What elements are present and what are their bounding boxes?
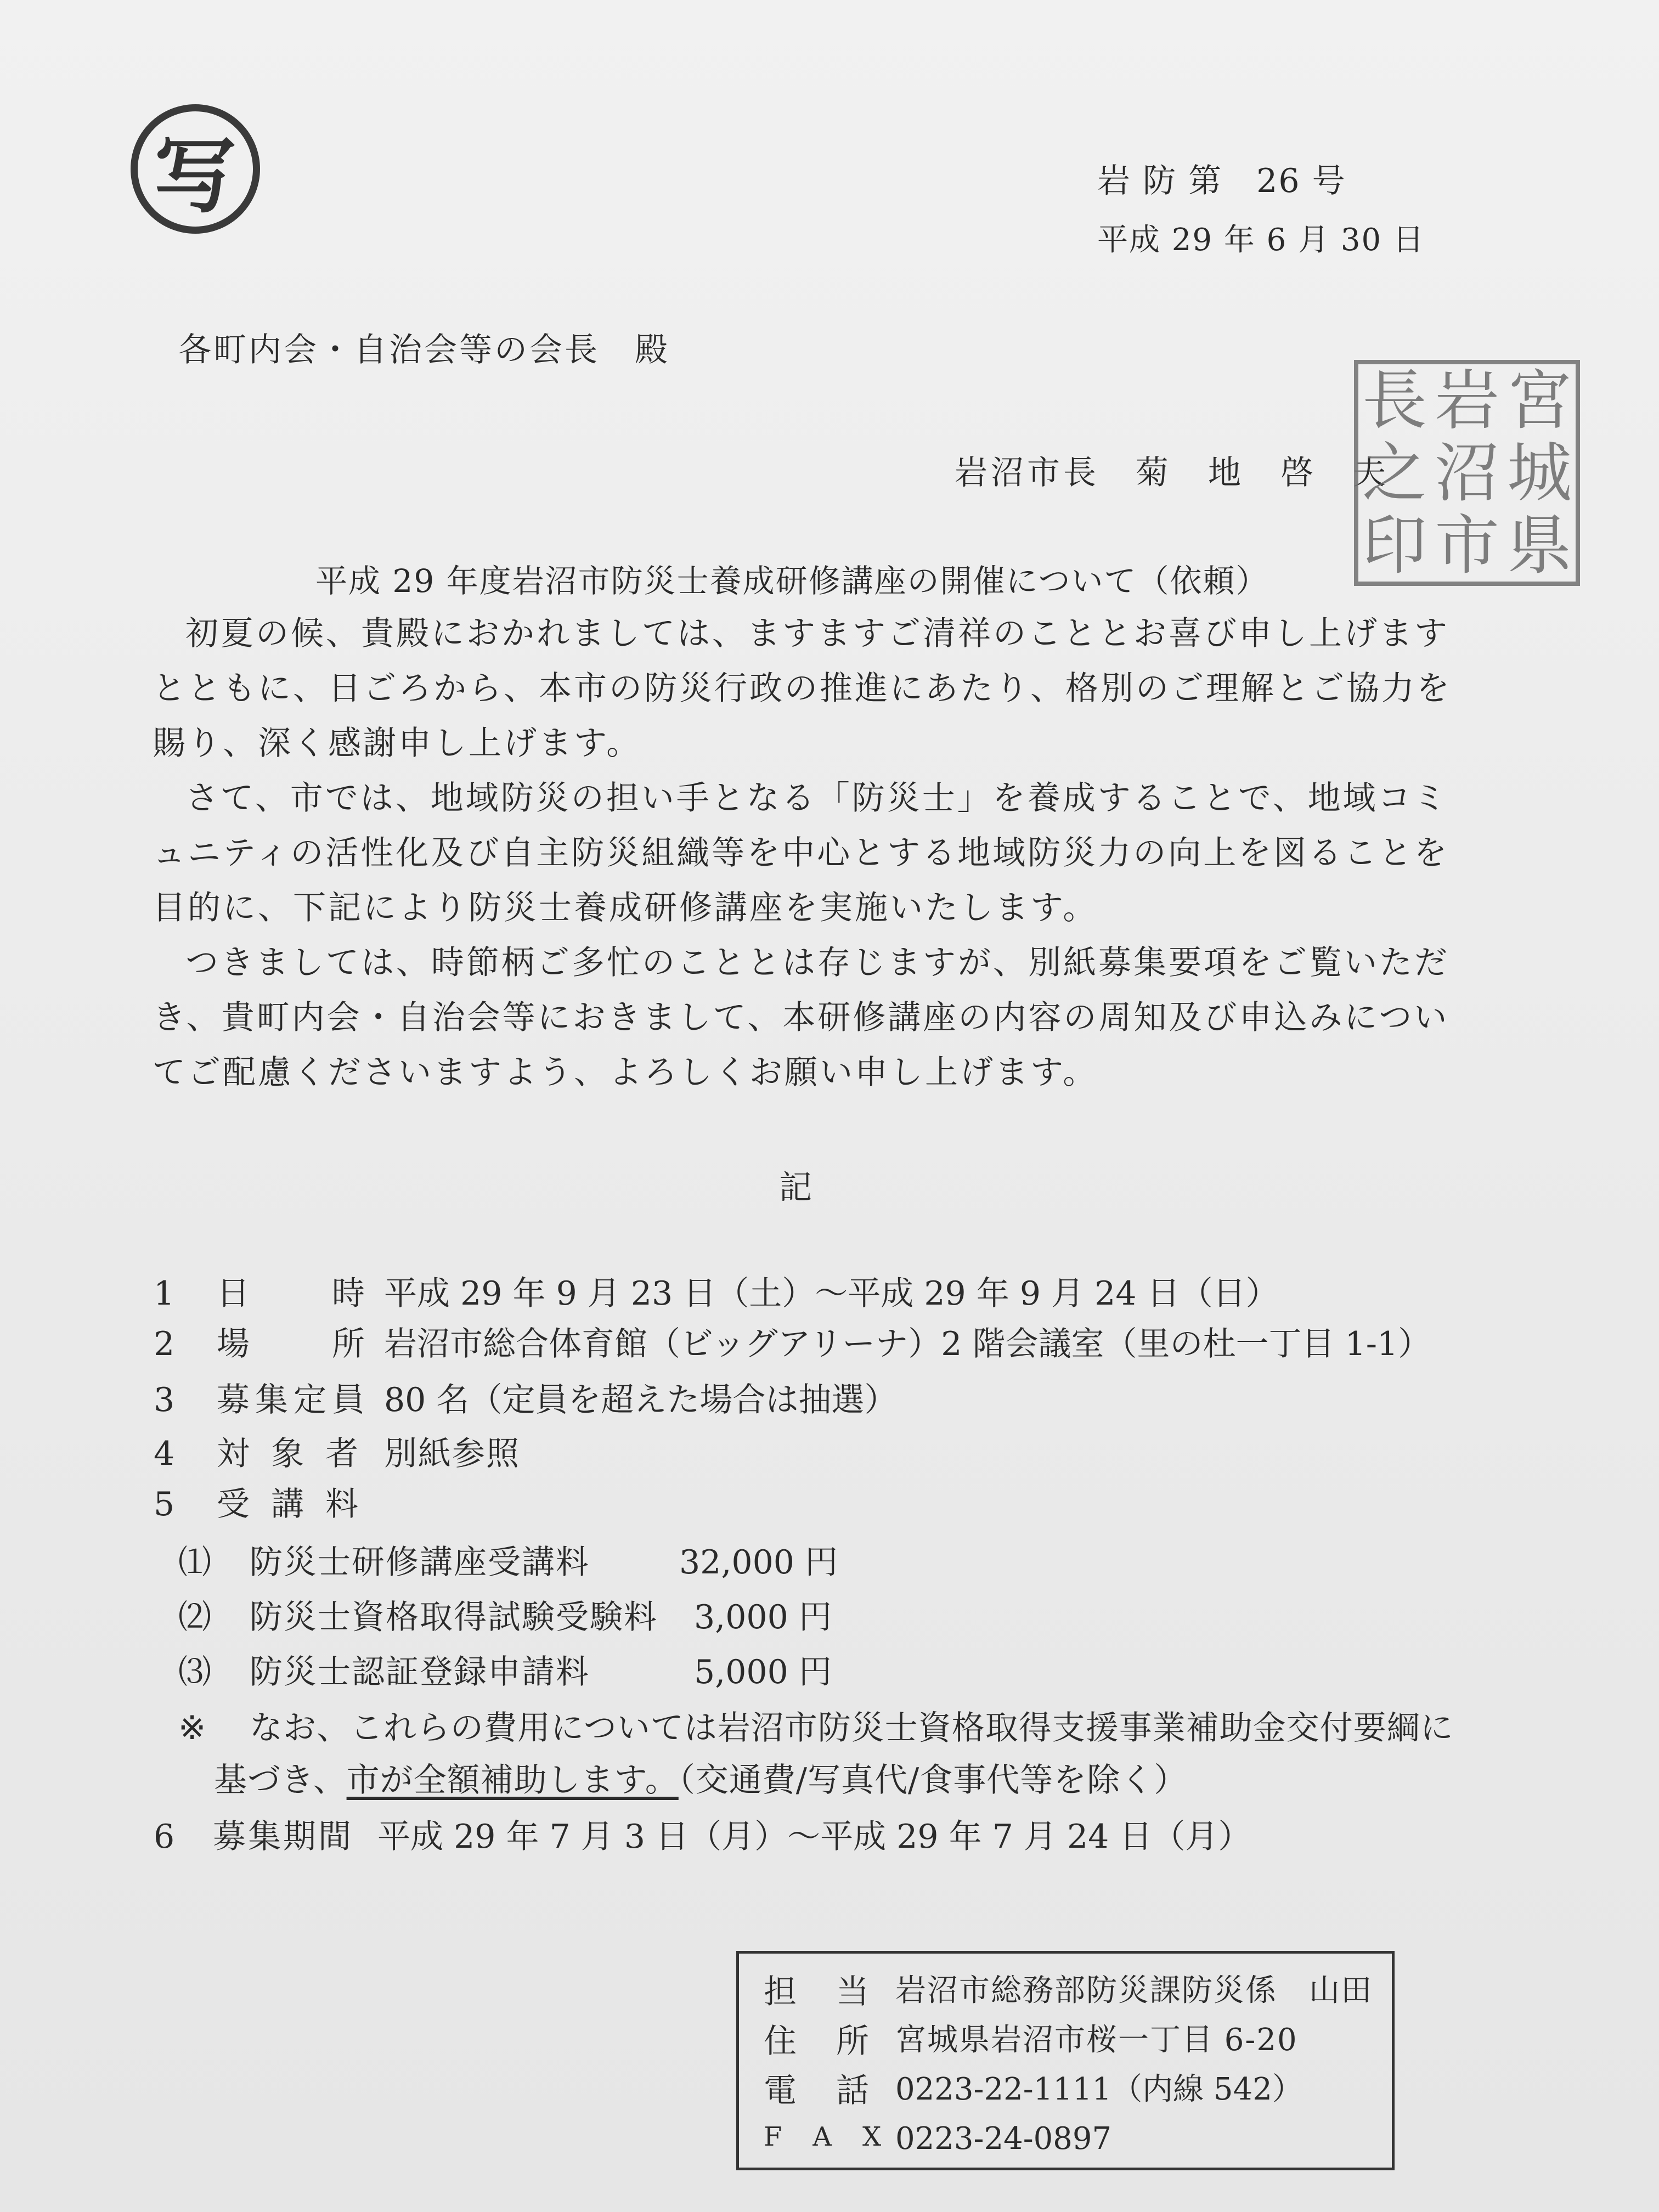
seal-char: 岩 — [1435, 363, 1500, 438]
paragraph: 初夏の候、貴殿におかれましては、ますますご清祥のこととお喜び申し上げますとともに、日ごろから、本市の防災行政の推進にあたり、格別のご理解とご協力を賜り、深く感謝申し上げます。 — [153, 614, 1452, 763]
mayor-seal — [1354, 360, 1580, 586]
seal-char: 市 — [1435, 507, 1500, 583]
seal-char: 印 — [1362, 507, 1427, 583]
note-text: （交通費/写真代/食事代等を除く） — [678, 1761, 1188, 1799]
contact-label: 電 話 — [764, 2072, 872, 2110]
item-number: 6 — [154, 1818, 176, 1856]
fee-name: 防災士資格取得試験受験料 — [250, 1598, 658, 1637]
contact-value: 岩沼市総務部防災課防災係 山田 — [895, 1973, 1373, 2008]
document-title: 平成 29 年度岩沼市防災士養成研修講座の開催について（依頼） — [315, 562, 1269, 600]
item-value: 岩沼市総合体育館（ビッグアリーナ）2 階会議室（里の杜一丁目 1-1） — [384, 1325, 1431, 1363]
fee-number: ⑵ — [178, 1598, 212, 1637]
fee-number: ⑴ — [178, 1543, 212, 1582]
contact-label: 担 当 — [764, 1973, 872, 2011]
sender: 岩沼市長 菊 地 啓 夫 — [955, 454, 1389, 492]
note-text: 基づき、 — [214, 1761, 347, 1799]
item-label: 受 講 料 — [217, 1485, 364, 1523]
document-number: 岩 防 第 26 号 — [1097, 162, 1346, 200]
item-value: 平成 29 年 7 月 3 日（月）～平成 29 年 7 月 24 日（月） — [377, 1818, 1251, 1856]
seal-char: 之 — [1362, 435, 1427, 511]
seal-char: 長 — [1362, 363, 1427, 438]
contact-value: 0223-24-0897 — [895, 2121, 1112, 2157]
item-number: 1 — [154, 1274, 176, 1313]
item-label: 募集定員 — [217, 1381, 370, 1419]
ki-heading: 記 — [779, 1169, 813, 1207]
fee-name: 防災士認証登録申請料 — [250, 1653, 590, 1691]
paragraph: つきましては、時節柄ご多忙のこととは存じますが、別紙募集要項をご覧いただき、貴町内会・自治会等におきまして、本研修講座の内容の周知及び申込みについてご配慮くださいますよう、よろしくお願い申し上げます。 — [153, 944, 1449, 1092]
document-date: 平成 29 年 6 月 30 日 — [1097, 222, 1425, 258]
item-label: 場 所 — [217, 1325, 370, 1363]
note-underlined-text: 市が全額補助します。 — [346, 1761, 679, 1799]
recipient: 各町内会・自治会等の会長 殿 — [178, 331, 670, 369]
fee-name: 防災士研修講座受講料 — [250, 1543, 590, 1582]
contact-box — [736, 1951, 1395, 2170]
fee-amount: 32,000 円 — [679, 1543, 838, 1582]
fee-amount: 3,000 円 — [694, 1598, 832, 1637]
item-number: 2 — [154, 1325, 176, 1363]
item-label: 対 象 者 — [217, 1435, 364, 1473]
note-mark: ※ — [178, 1709, 207, 1747]
note-line-1: なお、これらの費用については岩沼市防災士資格取得支援事業補助金交付要綱に — [250, 1709, 1454, 1747]
seal-char: 城 — [1507, 435, 1572, 511]
item-value: 別紙参照 — [384, 1435, 520, 1473]
seal-char: 県 — [1507, 507, 1572, 583]
seal-char: 沼 — [1435, 435, 1500, 511]
contact-label: 住 所 — [764, 2022, 872, 2061]
fee-number: ⑶ — [178, 1653, 212, 1691]
body-text — [153, 606, 1469, 1100]
note-line-2 — [214, 1761, 1188, 1799]
item-value: 80 名（定員を超えた場合は抽選） — [384, 1381, 898, 1419]
contact-label: F A X — [764, 2121, 884, 2152]
fee-amount: 5,000 円 — [694, 1653, 832, 1691]
item-label: 募集期間 — [213, 1818, 353, 1856]
item-value: 平成 29 年 9 月 23 日（土）～平成 29 年 9 月 24 日（日） — [384, 1274, 1279, 1313]
contact-value: 0223-22-1111（内線 542） — [895, 2072, 1303, 2107]
item-label: 日 時 — [217, 1274, 370, 1313]
item-number: 4 — [154, 1435, 176, 1473]
copy-stamp: 写 — [131, 104, 260, 234]
contact-value: 宮城県岩沼市桜一丁目 6-20 — [895, 2022, 1298, 2058]
seal-char: 宮 — [1507, 363, 1572, 438]
paragraph: さて、市では、地域防災の担い手となる「防災士」を養成することで、地域コミュニティの活性化及び自主防災組織等を中心とする地域防災力の向上を図ることを目的に、下記により防災士養成研修講座を実施いたします。 — [153, 779, 1449, 927]
item-number: 3 — [154, 1381, 176, 1419]
item-number: 5 — [154, 1485, 176, 1523]
